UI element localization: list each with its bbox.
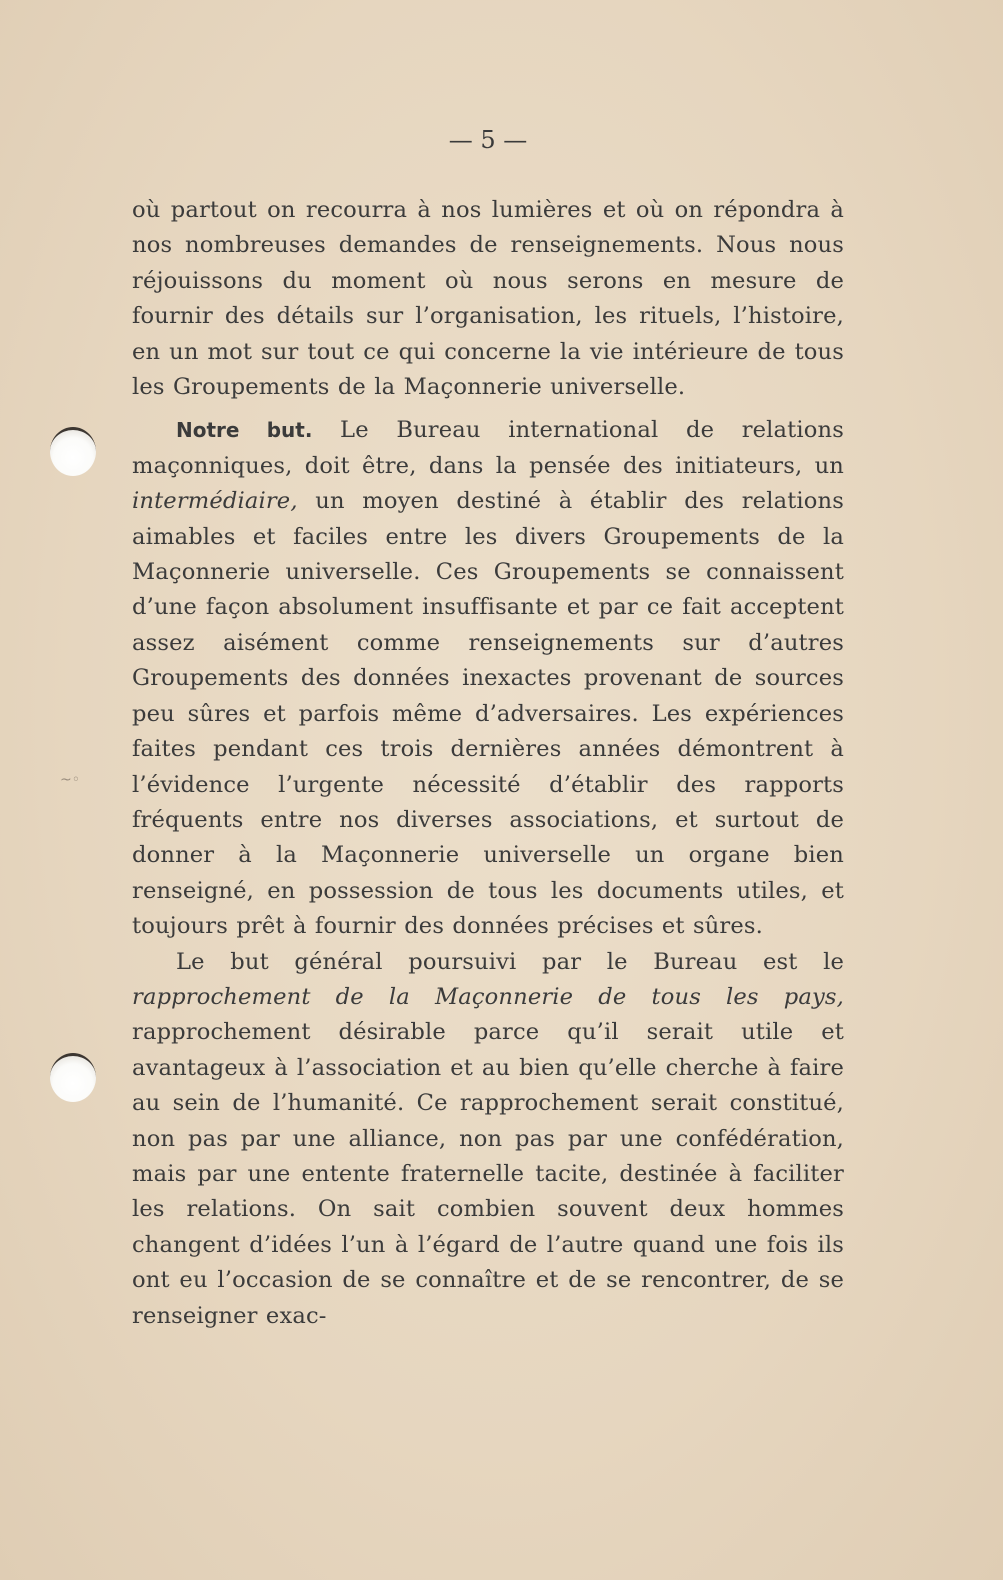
binding-hole (50, 427, 96, 476)
paragraph (132, 413, 844, 944)
page-number: — 5 — (448, 126, 528, 154)
emphasis-text: intermédiaire, (132, 488, 298, 515)
body-text (132, 193, 844, 1334)
paragraph-text: rapprochement désirable parce qu’il serait utile et avantageux à l’association et au bien qu’elle cherche à faire au sein de l’humanité. Ce rapprochement serait constitué, non pas par une alliance, non pas par une confédération, mais par une entente fraternelle tacite, destinée à faciliter les relations. On sait combien souvent deux hommes changent d’idées l’un à l’égard de l’autre quand une fois ils ont eu l’occasion de se connaître et de se rencontrer, de se renseigner exac- (132, 1019, 844, 1329)
margin-mark-icon: ~◦ (60, 772, 80, 788)
paragraph-text: Le but général poursuivi par le Bureau est le (176, 948, 844, 975)
emphasis-text: rapprochement de la Maçonnerie de tous les pays, (132, 983, 844, 1010)
section-runin-heading: Notre but. (176, 418, 313, 443)
paragraph-text: où partout on recourra à nos lumières et où on répondra à nos nombreuses demandes de renseignements. Nous nous réjouissons du moment où nous serons en mesure de fournir des détails sur l’organisation, les rituels, l’histoire, en un mot sur tout ce qui concerne la vie intérieure de tous les Groupements de la Maçonnerie universelle. (132, 197, 844, 401)
paragraph (132, 193, 844, 405)
binding-hole (50, 1053, 96, 1102)
paragraph (132, 945, 844, 1334)
paragraph-text: Le Bureau international de relations maçonniques, doit être, dans la pensée des initiateurs, un (132, 417, 844, 479)
paragraph-text: un moyen destiné à établir des relations aimables et faciles entre les divers Groupements de la Maçonnerie universelle. Ces Groupements se connaissent d’une façon absolument insuffisante et par ce fait acceptent assez aisément comme renseignements sur d’autres Groupements des données inexactes provenant de sources peu sûres et parfois même d’adversaires. Les expériences faites pendant ces trois dernières années démontrent à l’évidence l’urgente nécessité d’établir des rapports fréquents entre nos diverses associations, et surtout de donner à la Maçonnerie universelle un organe bien renseigné, en possession de tous les documents utiles, et toujours prêt à fournir des données précises et sûres. (132, 488, 844, 940)
